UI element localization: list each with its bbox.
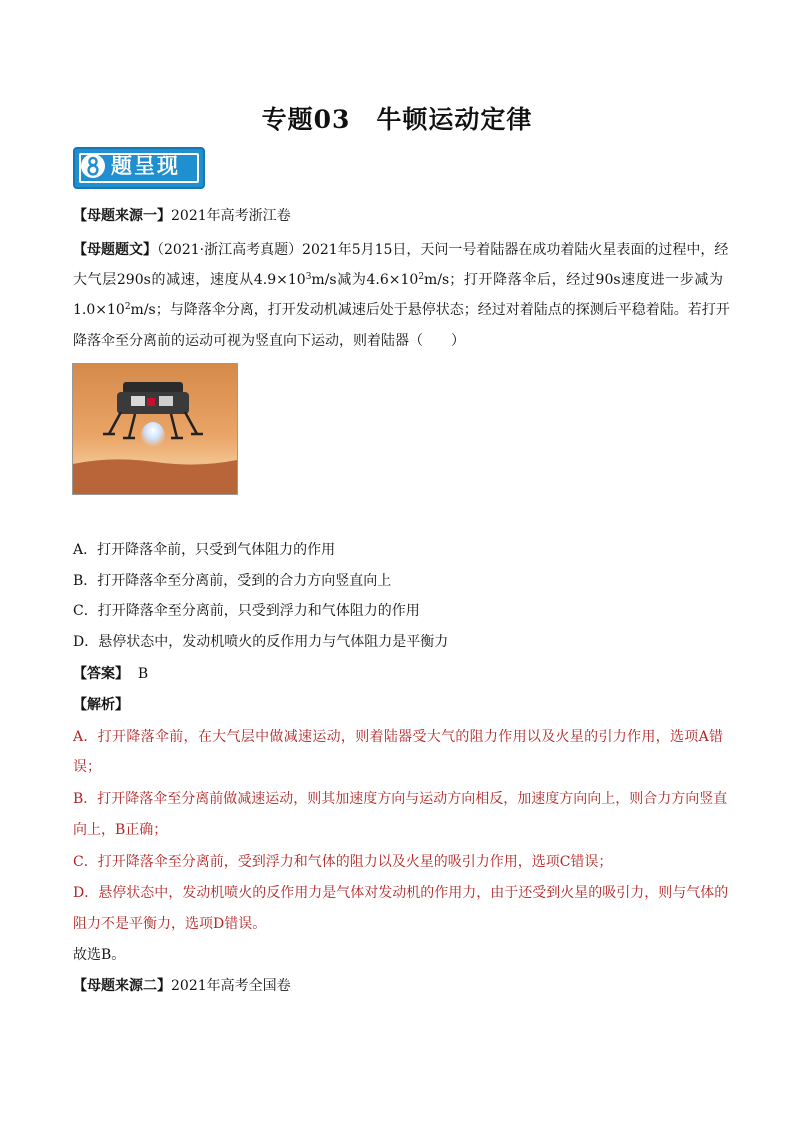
source-two bbox=[73, 976, 723, 996]
source-one-label: 【母题来源一】 bbox=[73, 208, 171, 224]
section-badge bbox=[73, 147, 205, 189]
analysis-line-6: D．悬停状态中，发动机喷火的反作用力是气体对发动机的作用力，由于还受到火星的吸引力，则与气体的 bbox=[73, 885, 729, 901]
source-two-text: 2021年高考全国卷 bbox=[171, 978, 291, 994]
analysis-line-7: 阻力不是平衡力，选项D错误。 bbox=[73, 916, 267, 932]
source-one bbox=[73, 206, 723, 226]
analysis-line-4: 向上，B正确； bbox=[73, 822, 168, 838]
source-two-label: 【母题来源二】 bbox=[73, 978, 171, 994]
analysis-conclusion: 故选B。 bbox=[73, 947, 126, 963]
problem-line-3: $1.0\times 10^2m/s$；与降落伞分离，打开发动机减速后处于悬停状态；经过对着陆点的探测后平稳着陆。若打开 bbox=[73, 302, 730, 318]
problem-text-1: （2021·浙江高考真题）2021年5月15日，天问一号着陆器在成功着陆火星表面的过程中，经 bbox=[157, 242, 729, 258]
answer-value: B bbox=[137, 666, 149, 682]
problem-label: 【母题题文】 bbox=[73, 242, 157, 258]
page-title: 专题03 牛顿运动定律 bbox=[261, 105, 533, 134]
badge-label: 题呈现 bbox=[111, 154, 180, 178]
analysis-line-2: 误； bbox=[73, 759, 101, 775]
lander-photo bbox=[72, 363, 238, 495]
answer-label: 【答案】 bbox=[73, 666, 129, 682]
problem-line-4: 降落伞至分离前的运动可视为竖直向下运动，则着陆器（ ） bbox=[73, 333, 465, 349]
option-a: A．打开降落伞前，只受到气体阻力的作用 bbox=[73, 542, 336, 558]
number-8-icon bbox=[79, 152, 107, 180]
problem-line-2: 大气层290s的减速，速度从$4.9\times 10^3m/s$减为$4.6\times 10^2m/s$；打开降落伞后，经过90s速度进一步减为 bbox=[73, 272, 723, 288]
source-one-text: 2021年高考浙江卷 bbox=[171, 208, 291, 224]
problem-line-1 bbox=[73, 240, 729, 260]
option-c: C．打开降落伞至分离前，只受到浮力和气体阻力的作用 bbox=[73, 603, 420, 619]
option-b: B．打开降落伞至分离前，受到的合力方向竖直向上 bbox=[73, 573, 392, 589]
analysis-line-1: A．打开降落伞前，在大气层中做减速运动，则着陆器受大气的阻力作用以及火星的引力作用，选项A错 bbox=[73, 729, 723, 745]
analysis-line-5: C．打开降落伞至分离前，受到浮力和气体的阻力以及火星的吸引力作用，选项C错误； bbox=[73, 854, 613, 870]
answer bbox=[73, 664, 723, 684]
analysis-label: 【解析】 bbox=[73, 697, 129, 713]
analysis-line-3: B．打开降落伞至分离前做减速运动，则其加速度方向与运动方向相反，加速度方向向上，则合力方向竖直 bbox=[73, 791, 728, 807]
option-d: D．悬停状态中，发动机喷火的反作用力与气体阻力是平衡力 bbox=[73, 634, 449, 650]
